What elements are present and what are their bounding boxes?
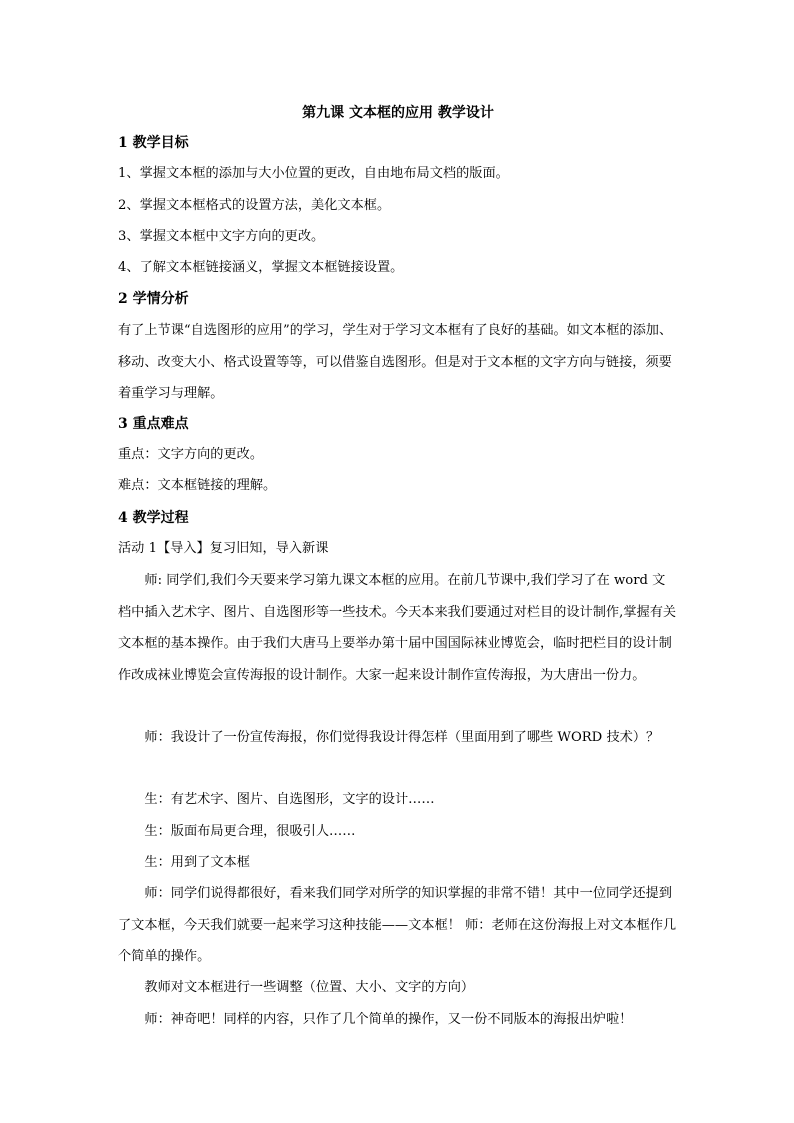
teacher-paragraph-1: 师: 同学们,我们今天要来学习第九课文本框的应用。在前几节课中,我们学习了在 word 文档中插入艺术字、图片、自选图形等一些技术。今天本来我们要通过对栏目的设计制作,掌握有关文本框的基本操作。由于我们大唐马上要举办第十届中国国际袜业博览会，临时把栏目的设计制作改成袜业博览会宣传海报的设计制作。大家一起来设计制作宣传海报，为大唐出一份力。 xyxy=(118,573,677,683)
key-point-text: 重点：文字方向的更改。 xyxy=(118,447,264,462)
document-title: 第九课 文本框的应用 教学设计 xyxy=(302,105,494,121)
goal-item-4: 4、了解文本框链接涵义，掌握文本框链接设置。 xyxy=(118,260,404,275)
heading-teaching-goals: 1 教学目标 xyxy=(118,135,189,151)
student-answer-3: 生：用到了文本框 xyxy=(144,855,250,870)
heading-key-points: 3 重点难点 xyxy=(118,416,189,432)
heading-learner-analysis: 2 学情分析 xyxy=(118,291,189,307)
goal-item-2: 2、掌握文本框格式的设置方法，美化文本框。 xyxy=(118,198,391,213)
learner-analysis-text: 有了上节课“自选图形的应用”的学习，学生对于学习文本框有了良好的基础。如文本框的添加、移动、改变大小、格式设置等等，可以借鉴自选图形。但是对于文本框的文字方向与链接，须要着重学习与理解。 xyxy=(118,323,673,401)
heading-teaching-process: 4 教学过程 xyxy=(118,510,189,526)
teacher-paragraph-2: 师：我设计了一份宣传海报，你们觉得我设计得怎样（里面用到了哪些 WORD 技术）？ xyxy=(144,730,660,745)
activity-title: 活动 1【导入】复习旧知，导入新课 xyxy=(118,541,329,556)
teacher-paragraph-4: 师：神奇吧！同样的内容，只作了几个简单的操作，又一份不同版本的海报出炉啦！ xyxy=(144,1012,633,1027)
teacher-paragraph-3: 师：同学们说得都很好，看来我们同学对所学的知识掌握的非常不错！其中一位同学还提到了文本框，今天我们就要一起来学习这种技能——文本框！ 师：老师在这份海报上对文本框作几个简单的操作。 xyxy=(118,886,677,964)
difficult-point-text: 难点：文本框链接的理解。 xyxy=(118,478,277,493)
student-answer-1: 生：有艺术字、图片、自选图形，文字的设计…… xyxy=(144,792,435,807)
student-answer-2: 生：版面布局更合理，很吸引人…… xyxy=(144,824,356,839)
goal-item-3: 3、掌握文本框中文字方向的更改。 xyxy=(118,229,325,244)
teacher-action-note: 教师对文本框进行一些调整（位置、大小、文字的方向） xyxy=(144,980,475,995)
goal-item-1: 1、掌握文本框的添加与大小位置的更改，自由地布局文档的版面。 xyxy=(118,166,509,181)
